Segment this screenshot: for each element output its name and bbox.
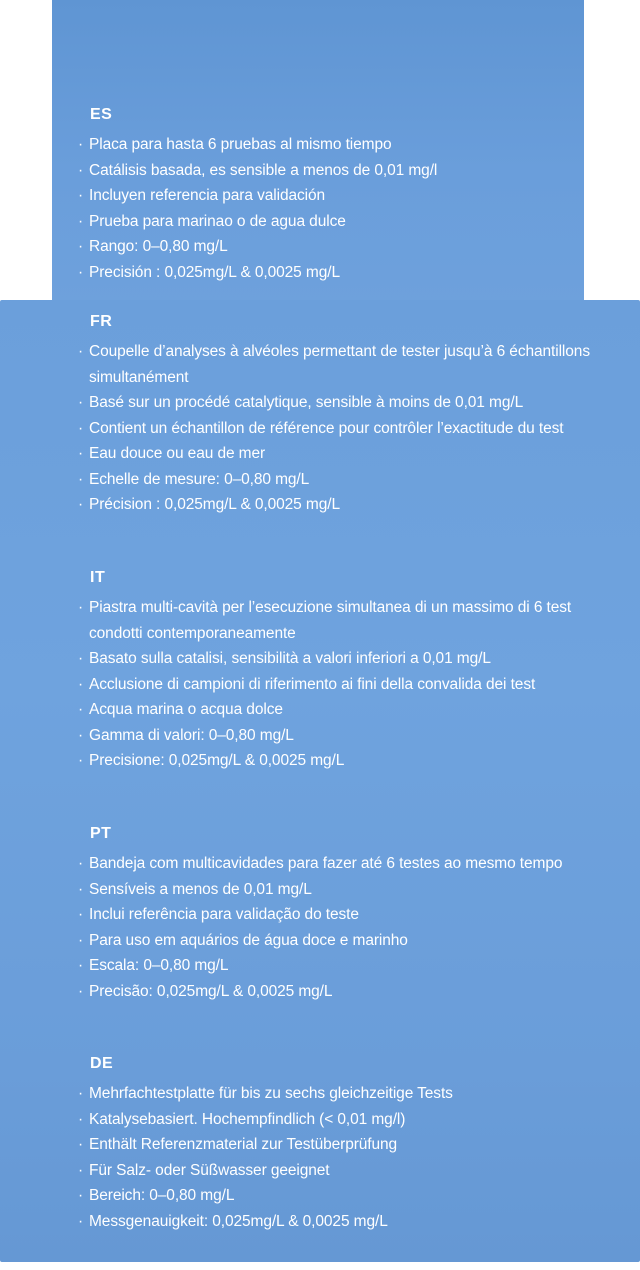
bullet-icon: · <box>78 1187 84 1204</box>
list-item-text: Piastra multi-cavità per l’esecuzione simultanea di un massimo di 6 test condotti contemporaneamente <box>89 599 572 642</box>
list-item <box>78 1183 618 1209</box>
list-item <box>78 390 618 416</box>
list-item-text: Catálisis basada, es sensible a menos de 0,01 mg/l <box>89 161 438 179</box>
section-de-list <box>78 1081 618 1234</box>
list-item <box>78 1209 618 1235</box>
bullet-icon: · <box>78 1212 84 1230</box>
list-item-text: Bereich: 0–0,80 mg/L <box>89 1187 235 1204</box>
list-item <box>78 595 618 646</box>
list-item <box>78 132 618 158</box>
bullet-icon: · <box>78 650 84 667</box>
bullet-icon: · <box>78 982 84 1000</box>
list-item-text: Para uso em aquários de água doce e marinho <box>89 931 408 949</box>
list-item-text: Messgenauigkeit: 0,025mg/L & 0,0025 mg/L <box>89 1212 388 1230</box>
bullet-icon: · <box>78 1110 84 1128</box>
list-item <box>78 646 618 672</box>
list-item <box>78 672 618 698</box>
list-item-text: Précision : 0,025mg/L & 0,0025 mg/L <box>89 496 340 513</box>
bullet-icon: · <box>78 1085 84 1102</box>
bullet-icon: · <box>78 726 84 744</box>
bullet-icon: · <box>78 1161 84 1179</box>
bullet-icon: · <box>78 906 84 923</box>
bullet-icon: · <box>78 263 84 281</box>
list-item <box>78 416 618 442</box>
list-item-text: Precisão: 0,025mg/L & 0,0025 mg/L <box>89 982 333 1000</box>
list-item-text: Sensíveis a menos de 0,01 mg/L <box>89 880 312 898</box>
section-es-code: ES <box>90 106 113 123</box>
list-item <box>78 183 618 209</box>
list-item <box>78 953 618 979</box>
bullet-icon: · <box>78 855 84 872</box>
bullet-icon: · <box>78 212 84 230</box>
section-fr <box>78 311 618 518</box>
list-item-text: Mehrfachtestplatte für bis zu sechs gleichzeitige Tests <box>89 1085 453 1102</box>
list-item-text: Inclui referência para validação do teste <box>89 906 359 923</box>
bullet-icon: · <box>78 470 84 488</box>
list-item <box>78 467 618 493</box>
bullet-icon: · <box>78 419 84 437</box>
bullet-icon: · <box>78 701 84 718</box>
bullet-icon: · <box>78 496 84 513</box>
list-item-text: Precisione: 0,025mg/L & 0,0025 mg/L <box>89 752 345 769</box>
list-item-text: Placa para hasta 6 pruebas al mismo tiempo <box>89 136 392 153</box>
list-item-text: Enthält Referenzmaterial zur Testüberprüfung <box>89 1136 398 1153</box>
bullet-icon: · <box>78 957 84 974</box>
list-item-text: Gamma di valori: 0–0,80 mg/L <box>89 726 294 744</box>
bullet-icon: · <box>78 599 84 616</box>
list-item <box>78 234 618 260</box>
bullet-icon: · <box>78 161 84 179</box>
section-de-code: DE <box>90 1055 114 1072</box>
list-item <box>78 697 618 723</box>
list-item-text: Coupelle d’analyses à alvéoles permettant de tester jusqu’à 6 échantillons simultanément <box>89 343 590 386</box>
list-item <box>78 748 618 774</box>
bullet-icon: · <box>78 136 84 153</box>
list-item <box>78 1132 618 1158</box>
list-item <box>78 209 618 235</box>
list-item <box>78 441 618 467</box>
list-item-text: Acqua marina o acqua dolce <box>89 701 283 718</box>
bullet-icon: · <box>78 343 84 360</box>
list-item <box>78 158 618 184</box>
section-it-code: IT <box>90 569 106 586</box>
section-es <box>78 104 618 285</box>
list-item-text: Echelle de mesure: 0–0,80 mg/L <box>89 470 310 488</box>
section-it-list <box>78 595 618 774</box>
bullet-icon: · <box>78 187 84 204</box>
list-item <box>78 877 618 903</box>
list-item <box>78 1158 618 1184</box>
list-item <box>78 928 618 954</box>
list-item <box>78 851 618 877</box>
list-item-text: Katalysebasiert. Hochempfindlich (< 0,01 mg/l) <box>89 1110 406 1128</box>
list-item-text: Prueba para marinao o de agua dulce <box>89 212 346 230</box>
section-es-list <box>78 132 618 285</box>
list-item-text: Rango: 0–0,80 mg/L <box>89 238 228 255</box>
section-it <box>78 567 618 774</box>
list-item-text: Basato sulla catalisi, sensibilità a valori inferiori a 0,01 mg/L <box>89 650 491 667</box>
section-fr-code: FR <box>90 313 113 330</box>
list-item-text: Incluyen referencia para validación <box>89 187 326 204</box>
list-item-text: Acclusione di campioni di riferimento ai fini della convalida dei test <box>89 675 536 693</box>
list-item-text: Bandeja com multicavidades para fazer até 6 testes ao mesmo tempo <box>89 855 563 872</box>
list-item <box>78 339 618 390</box>
list-item <box>78 902 618 928</box>
bullet-icon: · <box>78 675 84 693</box>
list-item-text: Precisión : 0,025mg/L & 0,0025 mg/L <box>89 263 340 281</box>
list-item <box>78 979 618 1005</box>
bullet-icon: · <box>78 931 84 949</box>
bullet-icon: · <box>78 238 84 255</box>
bullet-icon: · <box>78 445 84 462</box>
list-item-text: Contient un échantillon de référence pour contrôler l’exactitude du test <box>89 419 564 437</box>
list-item-text: Für Salz- oder Süßwasser geeignet <box>89 1161 330 1179</box>
list-item <box>78 260 618 286</box>
section-pt-code: PT <box>90 825 112 842</box>
list-item-text: Eau douce ou eau de mer <box>89 445 266 462</box>
bullet-icon: · <box>78 880 84 898</box>
list-item <box>78 492 618 518</box>
section-pt-list <box>78 851 618 1004</box>
section-pt <box>78 823 618 1004</box>
section-de <box>78 1053 618 1234</box>
list-item <box>78 1081 618 1107</box>
list-item-text: Basé sur un procédé catalytique, sensible à moins de 0,01 mg/L <box>89 394 524 411</box>
bullet-icon: · <box>78 1136 84 1153</box>
list-item <box>78 723 618 749</box>
bullet-icon: · <box>78 752 84 769</box>
list-item-text: Escala: 0–0,80 mg/L <box>89 957 229 974</box>
section-fr-list <box>78 339 618 518</box>
bullet-icon: · <box>78 394 84 411</box>
list-item <box>78 1107 618 1133</box>
